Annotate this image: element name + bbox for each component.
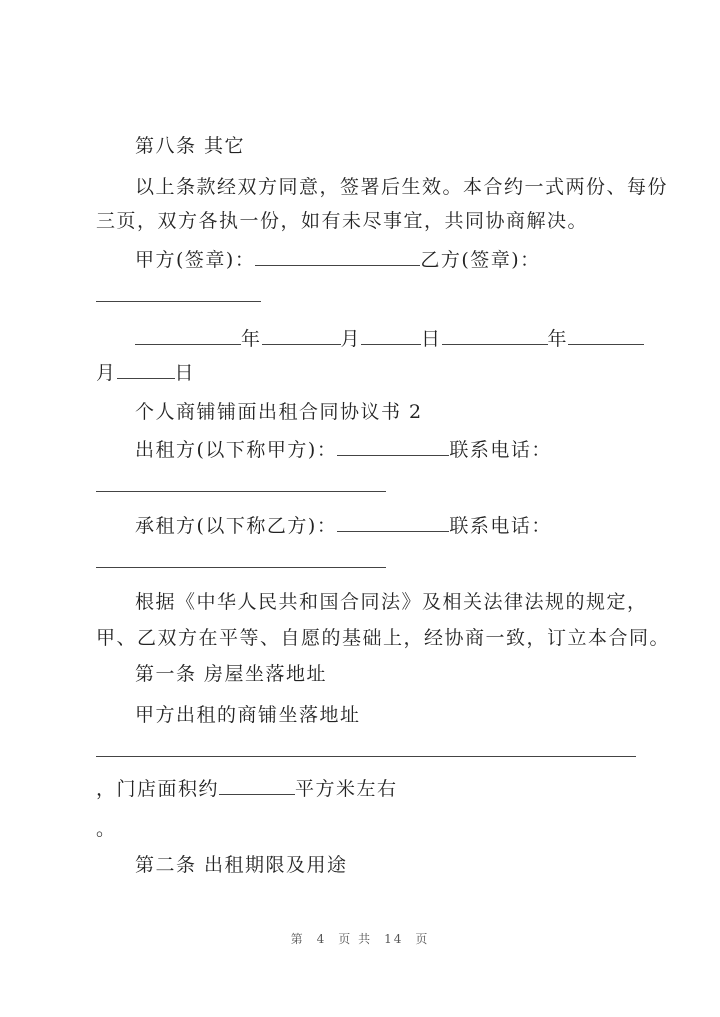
party-b-label: 乙方(签章)： xyxy=(420,249,541,271)
lessee-phone-label: 联系电话： xyxy=(449,515,552,537)
lessee-phone-blank[interactable] xyxy=(96,567,386,568)
address-blank[interactable] xyxy=(96,756,636,757)
year-label-b: 年 xyxy=(547,328,569,350)
party-a-year-blank[interactable] xyxy=(135,327,241,345)
page-footer xyxy=(0,930,720,947)
area-prefix: ，门店面积约 xyxy=(96,778,220,800)
signature-date-line-cont xyxy=(96,361,641,385)
lessor-phone-label: 联系电话： xyxy=(449,439,552,461)
article8-body-line1: 以上条款经双方同意，签署后生效。本合约一式两份、每份 xyxy=(135,176,669,198)
article2-heading: 第二条 出租期限及用途 xyxy=(135,854,348,876)
footer-current-page: 4 xyxy=(316,932,327,946)
day-label: 日 xyxy=(421,328,442,350)
day-label-b: 日 xyxy=(174,362,196,384)
month-label-b: 月 xyxy=(96,362,117,384)
party-a-month-blank[interactable] xyxy=(262,327,341,345)
party-a-day-blank[interactable] xyxy=(361,327,421,345)
party-b-signature-blank[interactable] xyxy=(96,301,261,302)
party-a-signature-blank[interactable] xyxy=(255,248,420,266)
footer-total-pages: 14 xyxy=(384,932,404,946)
signature-line xyxy=(135,248,680,272)
article8-body-line2: 三页，双方各执一份，如有未尽事宜，共同协商解决。 xyxy=(96,210,589,232)
footer-total-word: 页 共 xyxy=(338,932,373,946)
signature-date-line xyxy=(135,327,680,351)
preamble-line2: 甲、乙双方在平等、自愿的基础上，经协商一致，订立本合同。 xyxy=(96,627,671,649)
lessee-name-blank[interactable] xyxy=(337,514,449,532)
lessor-line xyxy=(135,438,680,462)
lessee-line xyxy=(135,514,680,538)
party-b-day-blank[interactable] xyxy=(117,361,175,379)
month-label: 月 xyxy=(340,328,362,350)
lessee-label: 承租方(以下称乙方)： xyxy=(135,515,338,537)
article8-heading: 第八条 其它 xyxy=(135,135,246,157)
area-blank[interactable] xyxy=(219,777,295,795)
lessor-name-blank[interactable] xyxy=(337,438,449,456)
year-label: 年 xyxy=(241,328,262,350)
footer-page-word: 第 xyxy=(290,932,305,946)
footer-page-suffix: 页 xyxy=(415,932,430,946)
document2-title: 个人商铺铺面出租合同协议书 2 xyxy=(135,401,423,423)
area-period: 。 xyxy=(96,818,117,840)
preamble-line1: 根据《中华人民共和国合同法》及相关法律法规的规定， xyxy=(135,591,648,613)
address-label: 甲方出租的商铺坐落地址 xyxy=(135,704,361,726)
article1-heading: 第一条 房屋坐落地址 xyxy=(135,663,328,685)
party-b-month-blank-part1[interactable] xyxy=(568,327,644,345)
area-line xyxy=(96,777,641,801)
party-b-year-blank[interactable] xyxy=(442,327,548,345)
lessor-label: 出租方(以下称甲方)： xyxy=(135,439,338,461)
party-a-label: 甲方(签章)： xyxy=(135,249,256,271)
lessor-phone-blank[interactable] xyxy=(96,491,386,492)
area-suffix: 平方米左右 xyxy=(295,778,398,800)
